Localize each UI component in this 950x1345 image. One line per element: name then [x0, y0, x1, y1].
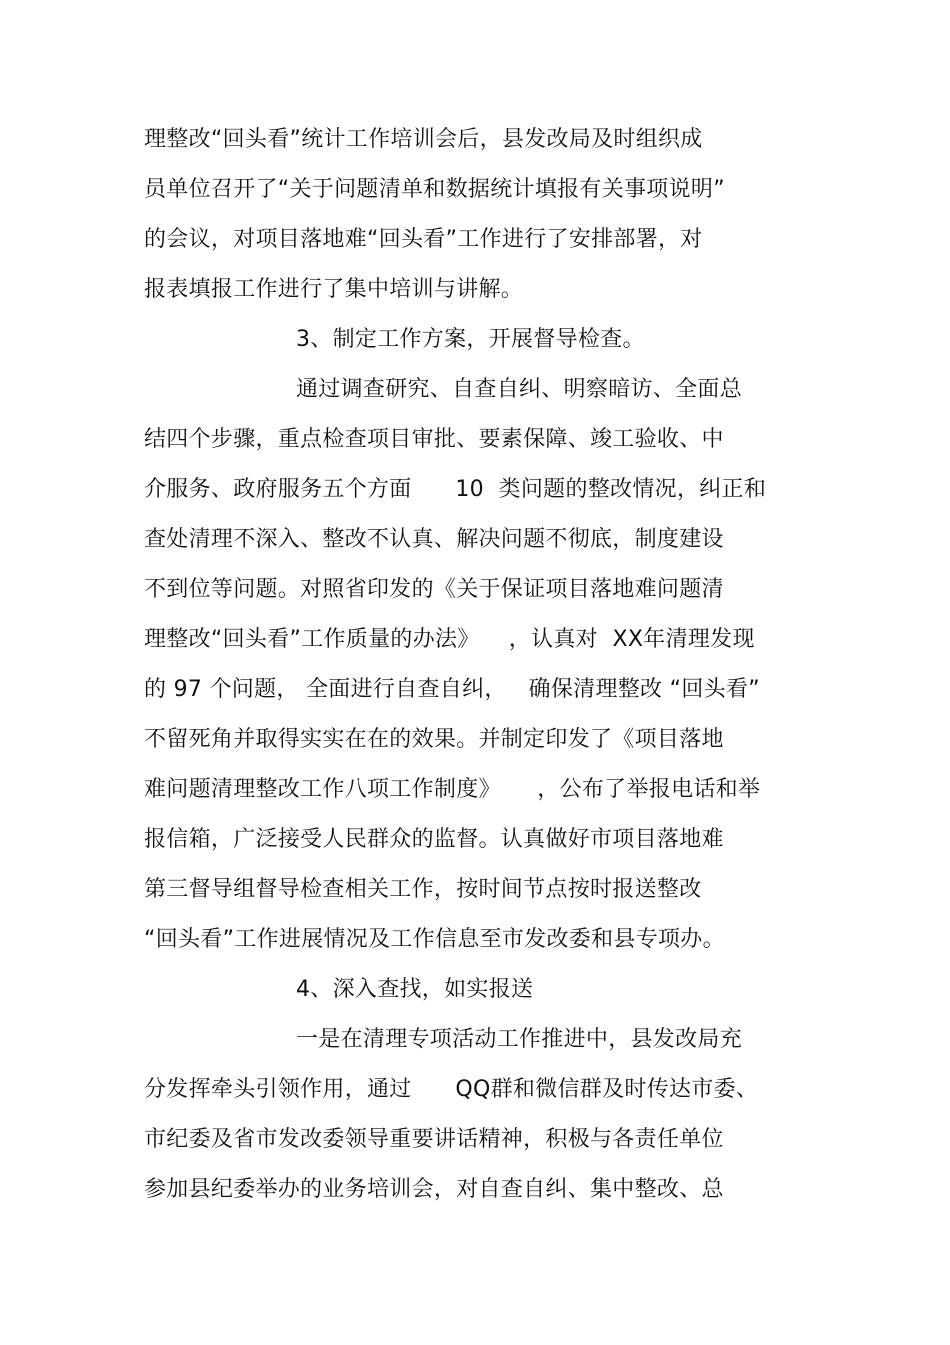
paragraph-line: 不留死角并取得实实在在的效果。并制定印发了《项目落地 [144, 727, 724, 752]
paragraph-line: 的 97 个问题， 全面进行自查自纠， 确保清理整改 “回头看” [144, 677, 760, 702]
paragraph-line: 通过调查研究、自查自纠、明察暗访、全面总 [296, 377, 743, 402]
paragraph-line: 介服务、政府服务五个方面 10 类问题的整改情况，纠正和 [144, 477, 767, 502]
paragraph-line: “回头看”工作进展情况及工作信息至市发改委和县专项办。 [144, 927, 725, 952]
paragraph-line: 报信箱，广泛接受人民群众的监督。认真做好市项目落地难 [144, 827, 724, 852]
paragraph-line: 理整改“回头看”工作质量的办法》 ，认真对 XX年清理发现 [144, 627, 755, 652]
paragraph-line: 理整改“回头看”统计工作培训会后，县发改局及时组织成 [144, 127, 703, 152]
paragraph-line: 结四个步骤，重点检查项目审批、要素保障、竣工验收、中 [144, 427, 724, 452]
paragraph-line: 报表填报工作进行了集中培训与讲解。 [144, 277, 524, 302]
paragraph-line: 市纪委及省市发改委领导重要讲话精神，积极与各责任单位 [144, 1127, 724, 1152]
paragraph-line: 员单位召开了“关于问题清单和数据统计填报有关事项说明” [144, 177, 725, 202]
paragraph-line: 分发挥牵头引领作用，通过 QQ群和微信群及时传达市委、 [144, 1077, 759, 1102]
paragraph-line: 难问题清理整改工作八项工作制度》 ，公布了举报电话和举 [144, 777, 761, 802]
paragraph-line: 查处清理不深入、整改不认真、解决问题不彻底，制度建设 [144, 527, 724, 552]
section-heading: 3、制定工作方案，开展督导检查。 [296, 327, 645, 352]
paragraph-line: 不到位等问题。对照省印发的《关于保证项目落地难问题清 [144, 577, 724, 602]
paragraph-line: 一是在清理专项活动工作推进中，县发改局充 [296, 1027, 743, 1052]
paragraph-line: 第三督导组督导检查相关工作，按时间节点按时报送整改 [144, 877, 702, 902]
paragraph-line: 的会议，对项目落地难“回头看”工作进行了安排部署，对 [144, 227, 703, 252]
section-heading: 4、深入查找，如实报送 [296, 977, 534, 1002]
paragraph-line: 参加县纪委举办的业务培训会，对自查自纠、集中整改、总 [144, 1177, 724, 1202]
